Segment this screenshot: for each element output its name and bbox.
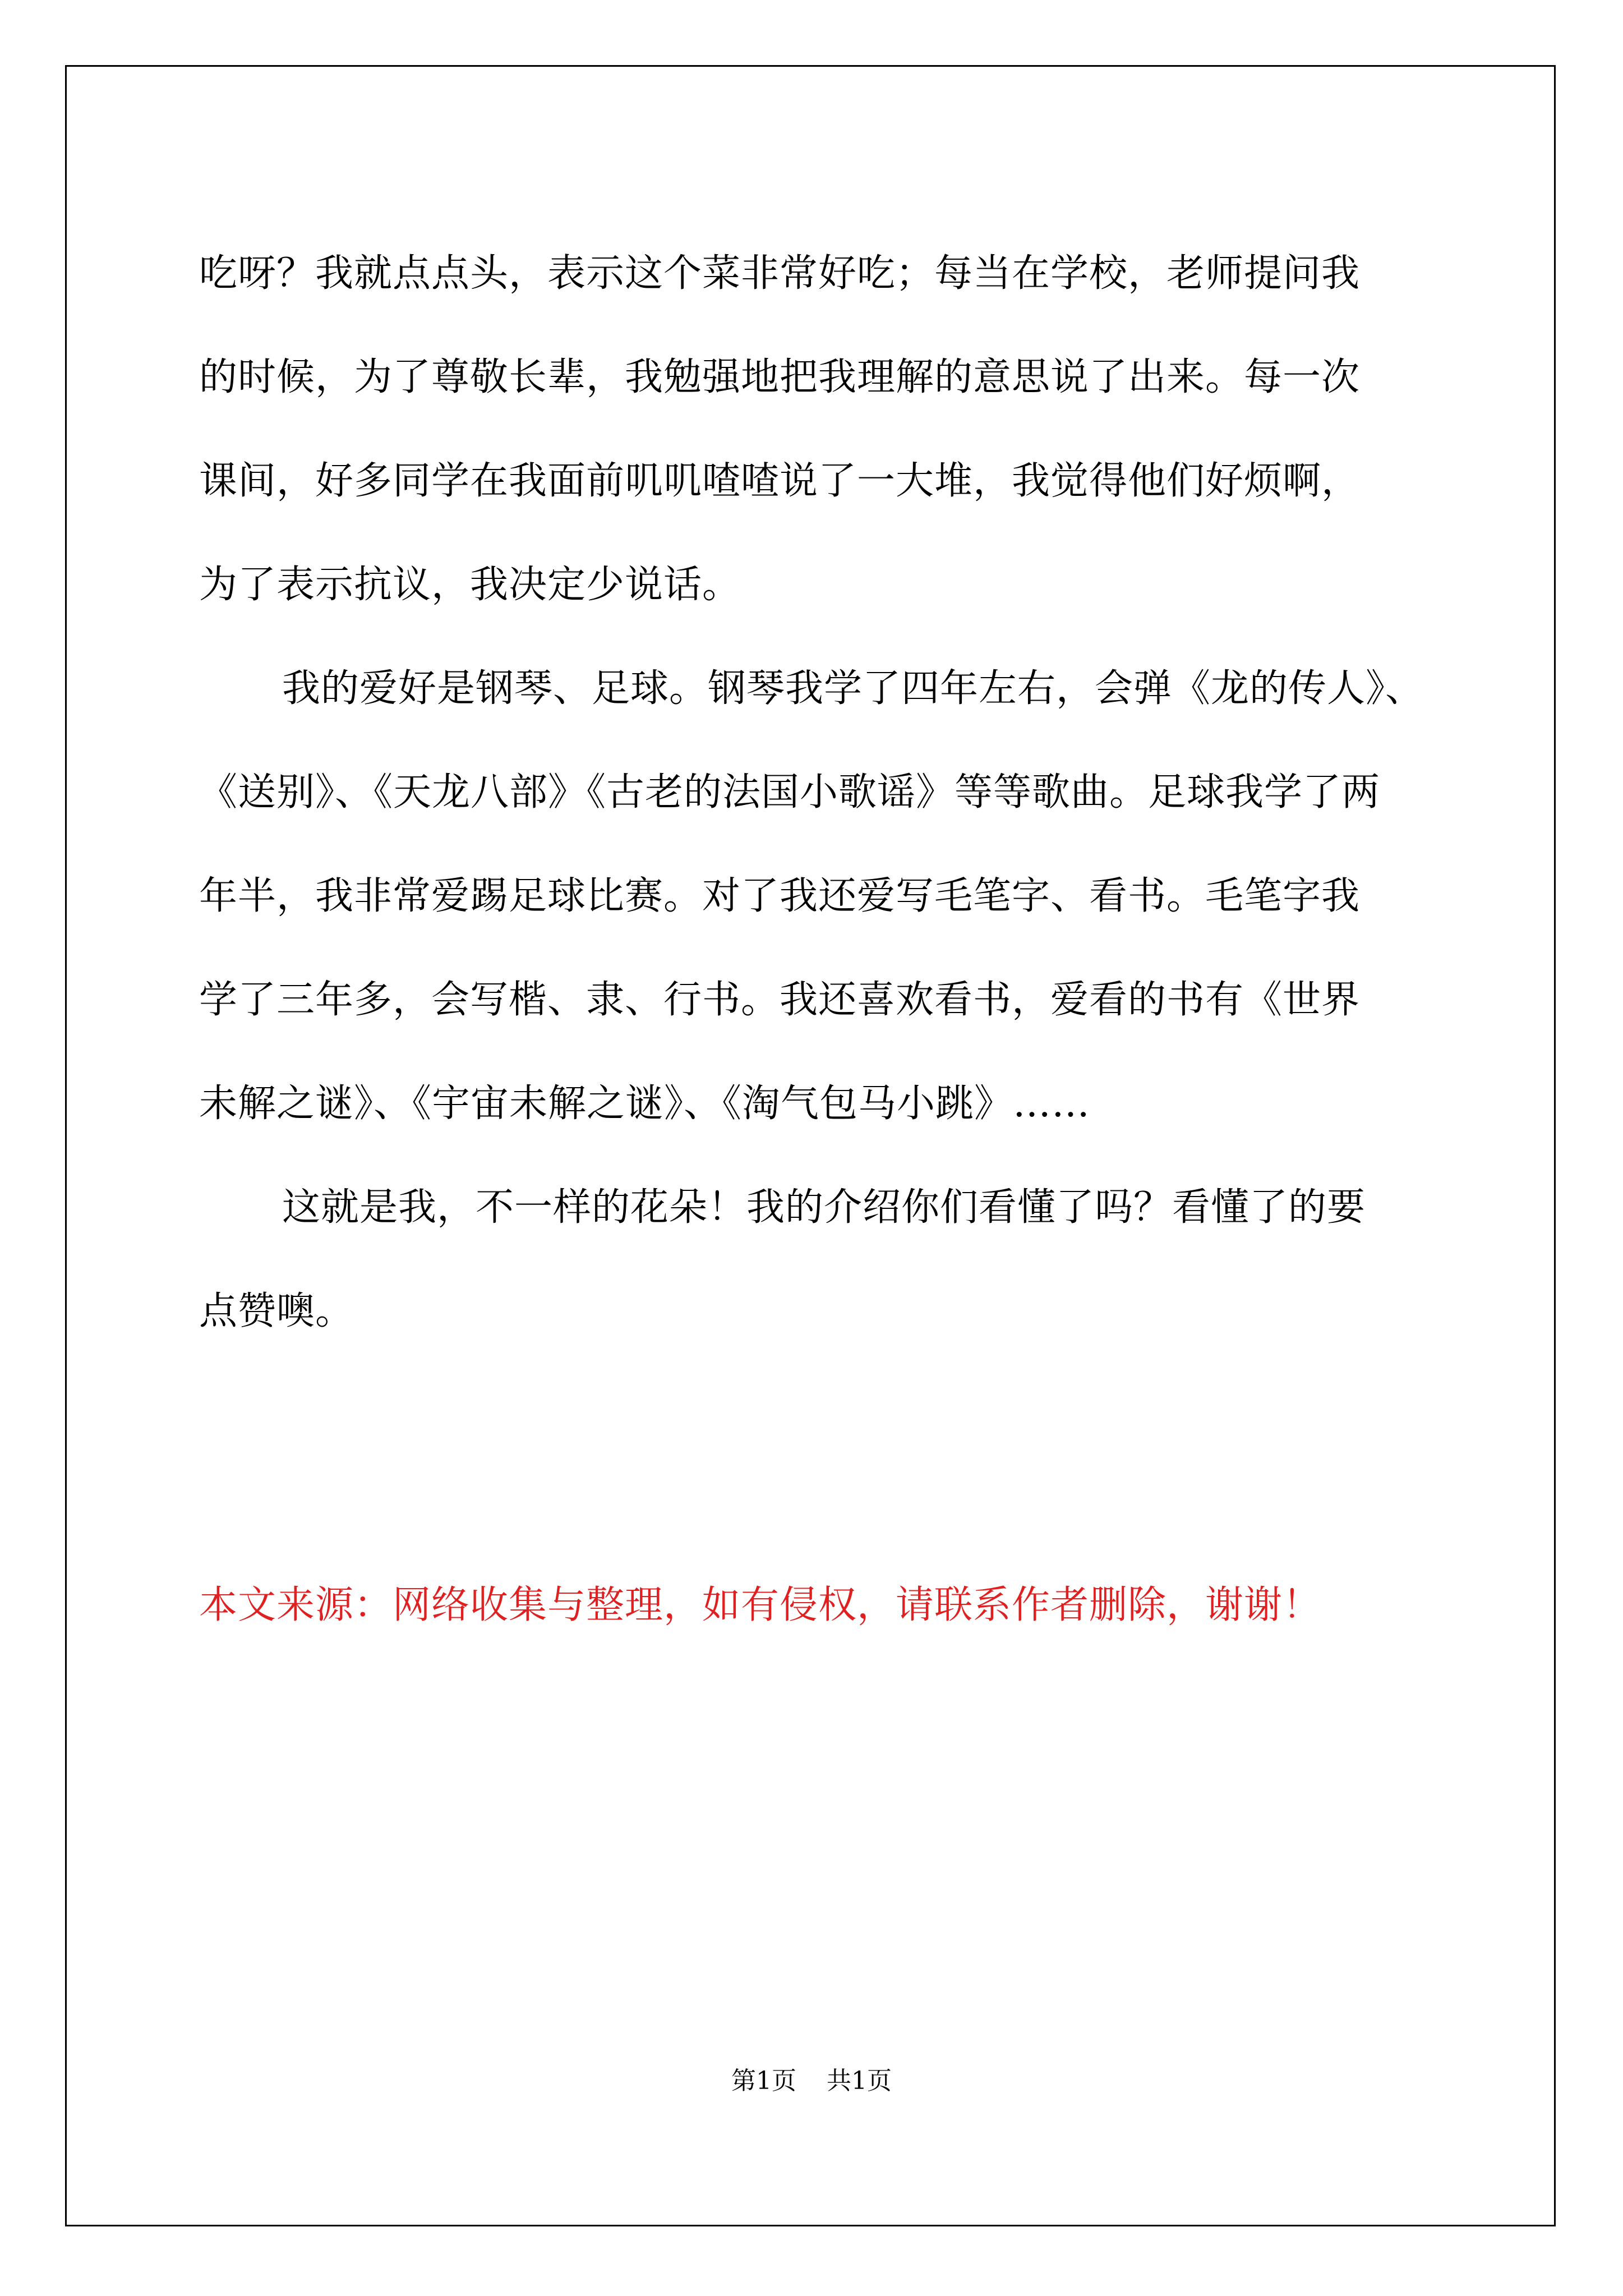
body-line: 《送别》、《天龙八部》《古老的法国小歌谣》等等歌曲。足球我学了两 (199, 770, 1381, 815)
page-number: 第1页 (731, 2067, 796, 2095)
body-line: 点赞噢。 (199, 1289, 354, 1333)
document-body (199, 222, 1438, 1363)
body-line: 年半，我非常爱踢足球比赛。对了我还爱写毛笔字、看书。毛笔字我 (199, 874, 1361, 918)
page-total: 共1页 (827, 2067, 892, 2095)
source-note: 本文来源：网络收集与整理，如有侵权，请联系作者删除，谢谢！ (199, 1583, 1322, 1627)
paragraph-start-line: 我的爱好是钢琴、足球。钢琴我学了四年左右，会弹《龙的传人》、 (282, 666, 1424, 711)
page-footer (0, 2064, 1623, 2098)
body-line: 学了三年多，会写楷、隶、行书。我还喜欢看书，爱看的书有《世界 (199, 978, 1361, 1022)
body-line: 吃呀？我就点点头，表示这个菜非常好吃；每当在学校，老师提问我 (199, 251, 1361, 296)
body-line: 的时候，为了尊敬长辈，我勉强地把我理解的意思说了出来。每一次 (199, 355, 1361, 399)
body-line: 课间，好多同学在我面前叽叽喳喳说了一大堆，我觉得他们好烦啊， (199, 459, 1361, 503)
body-line: 未解之谜》、《宇宙未解之谜》、《淘气包马小跳》…… (199, 1082, 1091, 1126)
body-line: 为了表示抗议，我决定少说话。 (199, 563, 741, 607)
paragraph-start-line: 这就是我，不一样的花朵！我的介绍你们看懂了吗？看懂了的要 (282, 1185, 1366, 1230)
